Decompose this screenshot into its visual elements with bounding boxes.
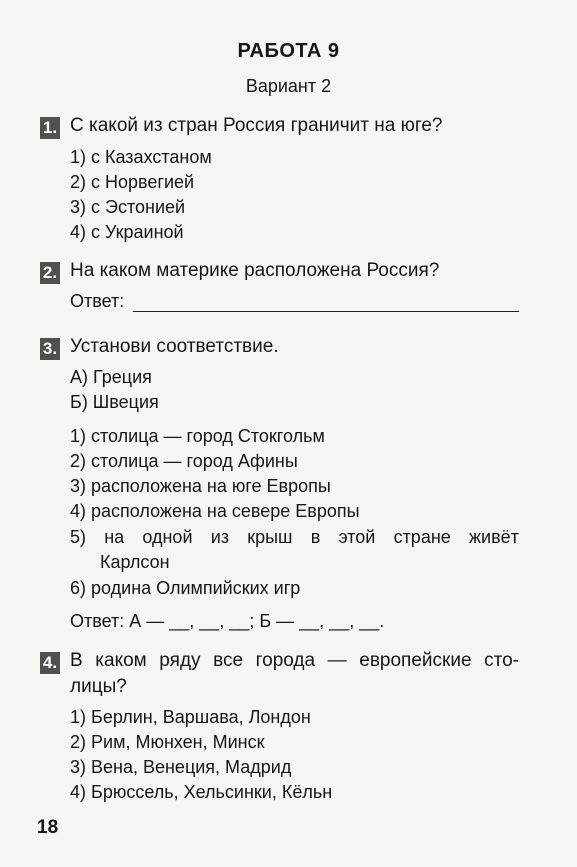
question-4-option-2: 2) Рим, Мюнхен, Минск <box>70 732 265 752</box>
question-1-option-2: 2) с Норвегией <box>70 172 195 192</box>
question-3-option-6: 6) родина Олимпийских игр <box>70 578 301 598</box>
question-2-answer-label: Ответ: <box>70 291 125 311</box>
question-3-text: Установи соответствие. <box>70 336 279 357</box>
word: европейские <box>359 650 472 671</box>
word: живёт <box>468 527 519 547</box>
question-2-text: На каком материке расположена Россия? <box>70 260 440 281</box>
question-4-text <box>70 650 519 672</box>
word: города <box>255 650 316 671</box>
question-3-option-3: 3) расположена на юге Европы <box>70 476 331 496</box>
question-1-option-1: 1) с Казахстаном <box>70 147 212 167</box>
question-2-answer-line <box>133 311 519 312</box>
word: в <box>310 527 321 547</box>
question-1-text: С какой из стран Россия граничит на юге? <box>70 115 443 136</box>
question-4-option-4: 4) Брюссель, Хельсинки, Кёльн <box>70 782 333 802</box>
worksheet-title: РАБОТА 9 <box>237 40 340 62</box>
word: на <box>104 527 125 547</box>
question-1-option-4: 4) с Украиной <box>70 222 184 242</box>
question-3-option-5 <box>70 527 519 548</box>
word: каком <box>95 650 147 671</box>
page-number: 18 <box>37 817 59 838</box>
question-1-option-3: 3) с Эстонией <box>70 197 186 217</box>
question-3-letter-a: А) Греция <box>70 367 152 387</box>
question-3-option-2: 2) столица — город Афины <box>70 451 298 471</box>
word: стране <box>393 527 451 547</box>
question-3-answer: Ответ: А — __, __, __; Б — __, __, __. <box>70 611 385 631</box>
question-1-number: 1. <box>40 117 60 139</box>
question-4-number: 4. <box>40 652 60 674</box>
word: — <box>327 650 347 671</box>
word: крыш <box>247 527 293 547</box>
word: одной <box>142 527 193 547</box>
question-2-number: 2. <box>40 262 60 284</box>
variant-label: Вариант 2 <box>245 76 332 96</box>
word: сто- <box>484 650 519 671</box>
question-3-option-4: 4) расположена на севере Европы <box>70 501 360 521</box>
word: этой <box>338 527 376 547</box>
question-3-number: 3. <box>40 338 60 360</box>
word: 5) <box>70 527 87 547</box>
word: из <box>210 527 230 547</box>
question-4-option-1: 1) Берлин, Варшава, Лондон <box>70 707 311 727</box>
question-3-letter-b: Б) Швеция <box>70 392 159 412</box>
word: все <box>213 650 244 671</box>
question-3-option-1: 1) столица — город Стокгольм <box>70 426 325 446</box>
question-4-option-3: 3) Вена, Венеция, Мадрид <box>70 757 292 777</box>
word: В <box>70 650 83 671</box>
word: ряду <box>159 650 201 671</box>
question-4-text-continuation: лицы? <box>70 676 127 697</box>
question-3-option-5-continuation: Карлсон <box>100 552 170 572</box>
